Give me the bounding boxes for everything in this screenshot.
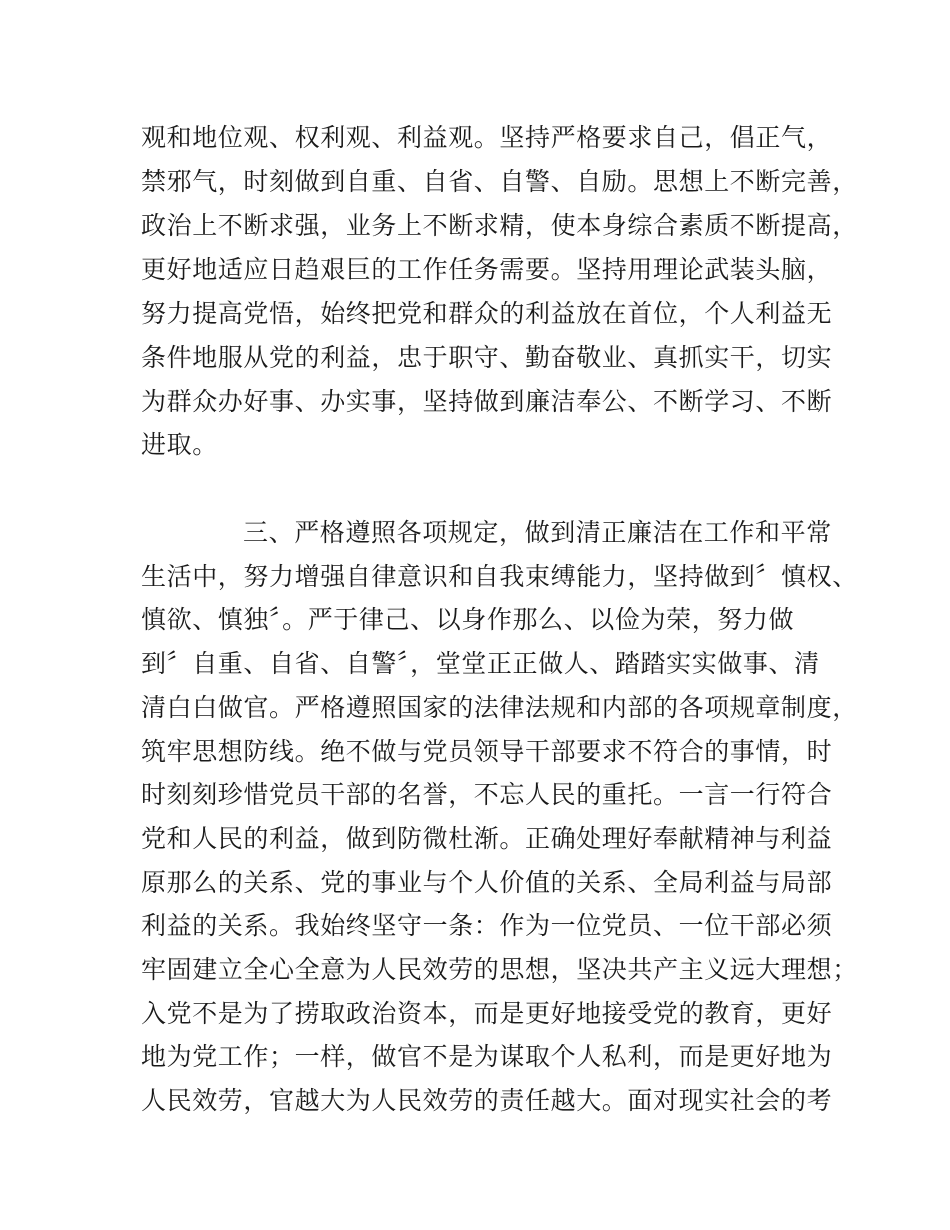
paragraph-1-line: 为群众办好事、办实事，坚持做到廉洁奉公、不断学习、不断 [141, 387, 833, 416]
paragraph-1-line: 更好地适应日趋艰巨的工作任务需要。坚持用理论武装头脑， [141, 255, 833, 284]
paragraph-2-line: 到〞自重、自省、自警〞，堂堂正正做人、踏踏实实做事、清 [141, 649, 820, 678]
paragraph-2-line: 利益的关系。我始终坚守一条：作为一位党员、一位干部必须 [141, 911, 833, 940]
paragraph-2-line: 地为党工作；一样，做官不是为谋取个人私利，而是更好地为 [141, 1042, 833, 1071]
paragraph-2-line: 生活中，努力增强自律意识和自我束缚能力，坚持做到〞慎权、 [141, 562, 858, 591]
paragraph-2-line: 人民效劳，官越大为人民效劳的责任越大。面对现实社会的考 [141, 1086, 833, 1115]
paragraph-2-line: 慎欲、慎独〞。严于律己、以身作那么、以俭为荣，努力做 [141, 605, 795, 634]
paragraph-2-line: 党和人民的利益，做到防微杜渐。正确处理好奉献精神与利益 [141, 824, 833, 853]
paragraph-2-line: 原那么的关系、党的事业与个人价值的关系、全局利益与局部 [141, 868, 833, 897]
paragraph-1-line: 条件地服从党的利益，忠于职守、勤奋敬业、真抓实干，切实 [141, 343, 833, 372]
paragraph-2-line: 时刻刻珍惜党员干部的名誉，不忘人民的重托。一言一行符合 [141, 780, 833, 809]
paragraph-1-line: 努力提高党悟，始终把党和群众的利益放在首位，个人利益无 [141, 299, 833, 328]
paragraph-2-line: 牢固建立全心全意为人民效劳的思想，坚决共产主义远大理想； [141, 955, 858, 984]
paragraph-1-line: 观和地位观、权利观、利益观。坚持严格要求自己，倡正气， [141, 123, 833, 152]
paragraph-1-line: 进取。 [141, 430, 218, 459]
paragraph-1-line: 禁邪气，时刻做到自重、自省、自警、自励。思想上不断完善， [141, 167, 858, 196]
paragraph-2-line: 筑牢思想防线。绝不做与党员领导干部要求不符合的事情，时 [141, 737, 833, 766]
paragraph-1-line: 政治上不断求强，业务上不断求精，使本身综合素质不断提高， [141, 211, 858, 240]
paragraph-2-line: 清白白做官。严格遵照国家的法律法规和内部的各项规章制度， [141, 693, 858, 722]
section-heading-line: 三、严格遵照各项规定，做到清正廉洁在工作和平常 [243, 518, 832, 547]
paragraph-2-line: 入党不是为了捞取政治资本，而是更好地接受党的教育，更好 [141, 999, 833, 1028]
